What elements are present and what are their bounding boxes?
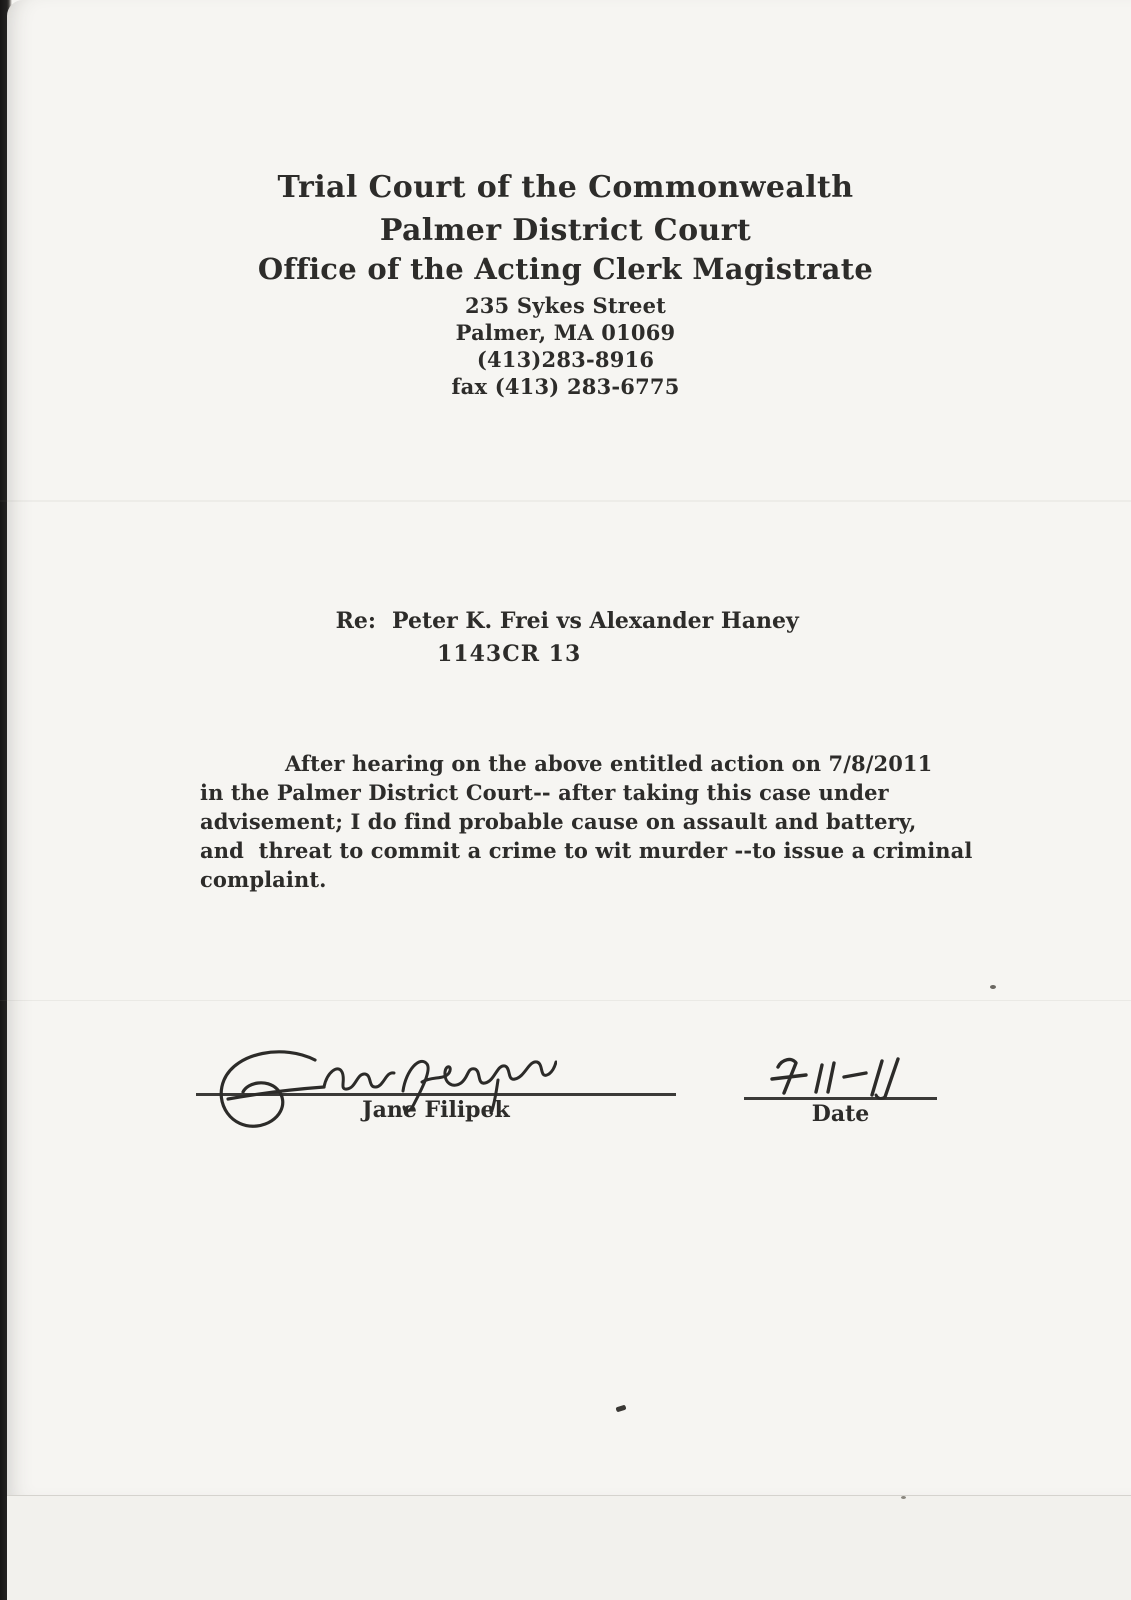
signature-handwriting <box>212 1042 557 1137</box>
ink-speck <box>901 1496 906 1499</box>
body-paragraph <box>200 749 972 894</box>
docket-number: 1143CR 13 <box>437 641 582 667</box>
body-line: complaint. <box>200 867 327 892</box>
letterhead-title-line3: Office of the Acting Clerk Magistrate <box>257 252 874 286</box>
body-line: advisement; I do find probable cause on assault and battery, <box>200 809 917 834</box>
letterhead-street: 235 Sykes Street <box>464 293 667 318</box>
date-handwriting <box>768 1050 928 1102</box>
paper-bottom-edge <box>7 1495 1131 1600</box>
scan-artifact-line <box>0 1000 1131 1001</box>
body-line: After hearing on the above entitled action on 7/8/2011 <box>285 751 933 776</box>
signer-name-label: Jane Filipek <box>362 1097 510 1123</box>
letterhead-title-line2: Palmer District Court <box>379 213 752 248</box>
body-line: in the Palmer District Court-- after taking this case under <box>200 780 889 805</box>
letterhead-title-line1: Trial Court of the Commonwealth <box>277 170 854 205</box>
ink-speck <box>990 985 996 989</box>
letterhead-fax: fax (413) 283-6775 <box>451 374 680 399</box>
letterhead-phone: (413)283-8916 <box>476 347 655 372</box>
re-label: Re: <box>335 608 377 634</box>
body-line: and threat to commit a crime to wit murder --to issue a criminal <box>200 838 973 863</box>
case-caption: Peter K. Frei vs Alexander Haney <box>392 608 799 634</box>
letterhead-city: Palmer, MA 01069 <box>455 320 676 345</box>
scan-artifact-line <box>0 500 1131 502</box>
date-label: Date <box>811 1101 870 1127</box>
